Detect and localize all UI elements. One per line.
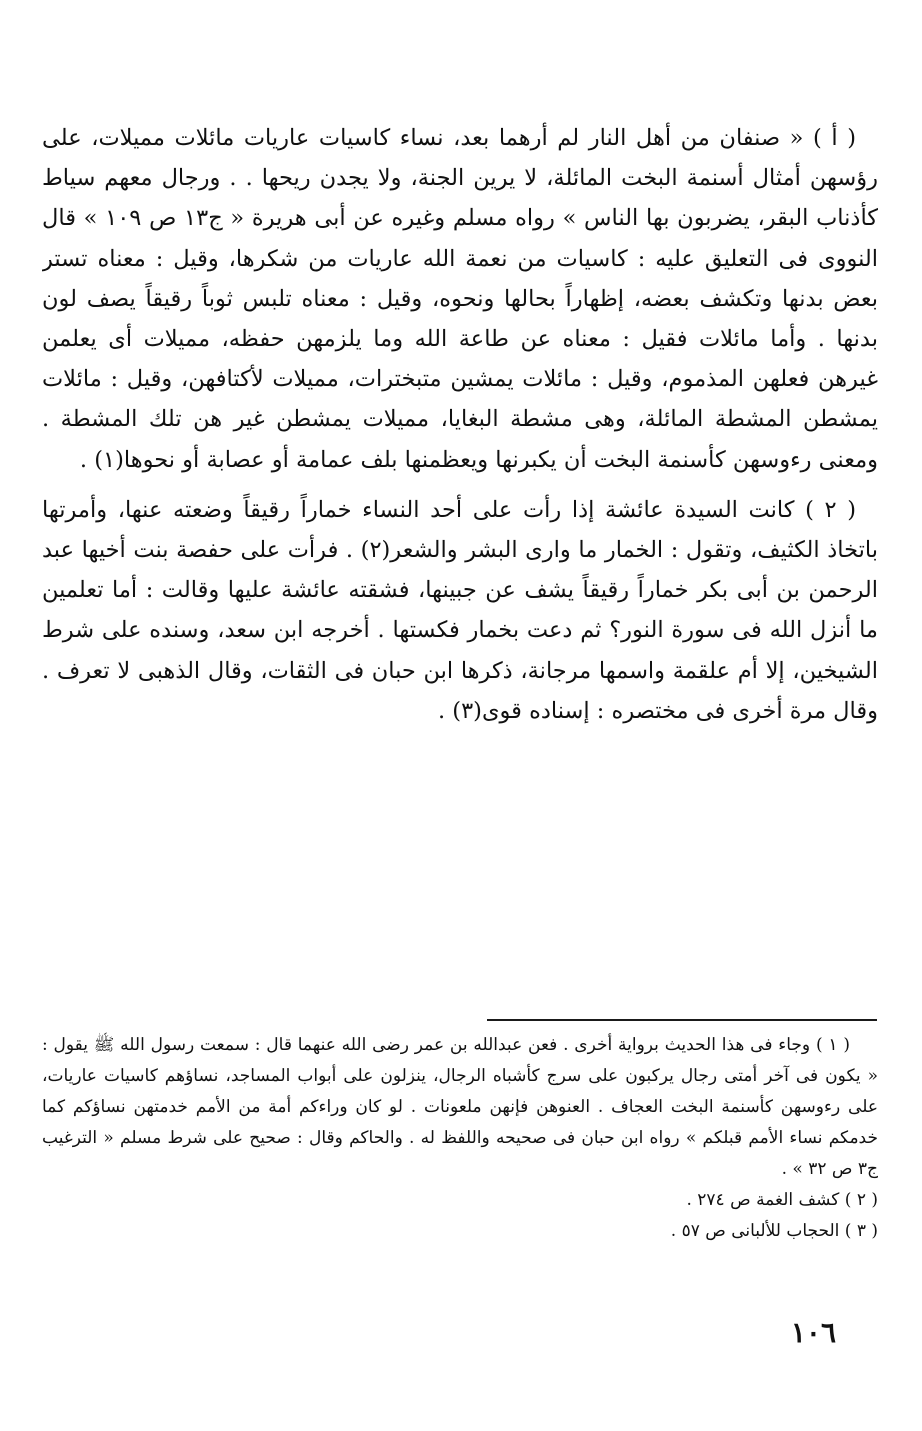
page-number: ١٠٦ [790, 1316, 836, 1349]
footnote-1-number: ( ١ ) [815, 1035, 850, 1055]
footnote-1 [42, 1030, 878, 1185]
main-text-body [42, 118, 878, 731]
paragraph-1: ( أ ) « صنفان من أهل النار لم أرهما بعد، نساء كاسيات عاريات مائلات مميلات، على رؤسهن أمثال أسنمة البخت المائلة، لا يرين الجنة، ولا يجدن ريحها . . ورجال معهم سياط كأذناب البقر، يضربون بها الناس » رواه مسلم وغيره عن أبى هريرة « ج١٣ ص ١٠٩ » قال النووى فى التعليق عليه : كاسيات من نعمة الله عاريات من شكرها، وقيل : معناه تستر بعض بدنها وتكشف بعضه، إظهاراً بحالها ونحوه، وقيل : معناه تلبس ثوباً رقيقاً يصف لون بدنها . وأما مائلات فقيل : معناه عن طاعة الله وما يلزمهن حفظه، مميلات أى يعلمن غيرهن فعلهن المذموم، وقيل : مائلات يمشين متبخترات، مميلات لأكتافهن، وقيل : مائلات يمشطن المشطة المائلة، وهى مشطة البغايا، مميلات يمشطن غير هن تلك المشطة . ومعنى رءوسهن كأسنمة البخت أن يكبرنها ويعظمنها بلف عمامة أو عصابة أو نحوها(١) . [42, 125, 878, 473]
footnotes [42, 1030, 878, 1247]
footnote-1-text: وجاء فى هذا الحديث برواية أخرى . فعن عبدالله بن عمر رضى الله عنهما قال : سمعت رسول الله ﷺ يقول : « يكون فى آخر أمتى رجال يركبون على سرج كأشباه الرجال، ينزلون على أبواب المساجد، نساؤهم كاسيات عاريات، على رءوسهن كأسنمة البخت العجاف . العنوهن فإنهن ملعونات . لو كان وراءكم أمة من الأمم خدمتهن نساؤكم كما خدمكم نساء الأمم قبلكم » رواه ابن حبان فى صحيحه واللفظ له . والحاكم وقال : صحيح على شرط مسلم « الترغيب ج٣ ص ٣٢ » . [42, 1035, 878, 1179]
paragraph-2: ( ٢ ) كانت السيدة عائشة إذا رأت على أحد النساء خماراً رقيقاً وضعته عنها، وأمرتها باتخاذ الكثيف، وتقول : الخمار ما وارى البشر والشعر(٢) . فرأت على حفصة بنت أخيها عبد الرحمن بن أبى بكر خماراً رقيقاً يشف عن جبينها، فشقته عائشة عليها وقالت : أما تعلمين ما أنزل الله فى سورة النور؟ ثم دعت بخمار فكستها . أخرجه ابن سعد، وسنده على شرط الشيخين، إلا أم علقمة واسمها مرجانة، ذكرها ابن حبان فى الثقات، وقال الذهبى لا تعرف . وقال مرة أخرى فى مختصره : إسناده قوى(٣) . [42, 496, 878, 724]
footnote-2: ( ٢ ) كشف الغمة ص ٢٧٤ . [686, 1190, 878, 1210]
footnote-separator [487, 1019, 877, 1021]
footnote-3: ( ٣ ) الحجاب للألبانى ص ٥٧ . [670, 1221, 878, 1241]
